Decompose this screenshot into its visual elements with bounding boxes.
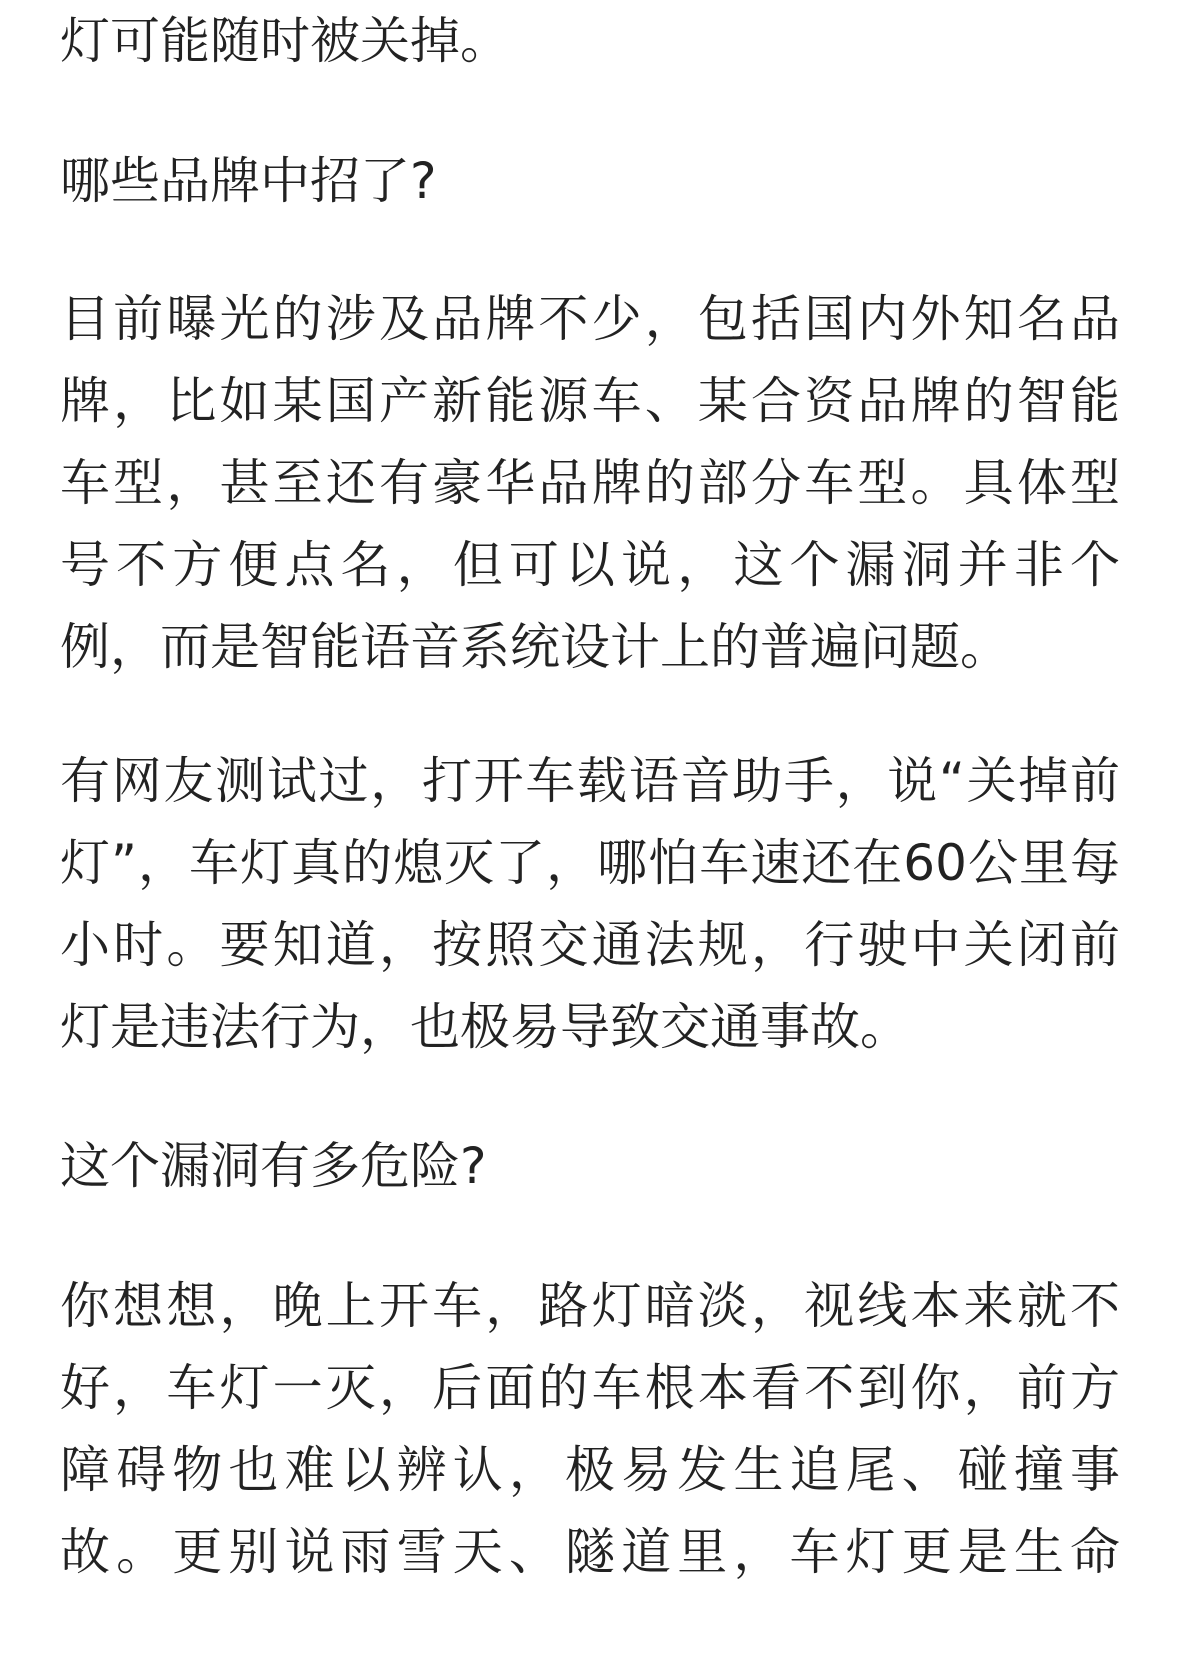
text-line: 故。更别说雨雪天、隧道里，车灯更是生命 xyxy=(60,1523,1120,1581)
text-line: 目前曝光的涉及品牌不少，包括国内外知名品 xyxy=(60,290,1120,348)
text-line: 灯是违法行为，也极易导致交通事故。 xyxy=(60,998,910,1056)
text-line: 障碍物也难以辨认，极易发生追尾、碰撞事 xyxy=(60,1441,1120,1499)
text-line: 牌，比如某国产新能源车、某合资品牌的智能 xyxy=(60,372,1120,430)
paragraph xyxy=(60,0,1120,82)
text-line: 你想想，晚上开车，路灯暗淡，视线本来就不 xyxy=(60,1277,1120,1335)
text-line: 例，而是智能语音系统设计上的普遍问题。 xyxy=(60,618,1010,676)
text-line: 好，车灯一灭，后面的车根本看不到你，前方 xyxy=(60,1359,1120,1417)
text-line: 有网友测试过，打开车载语音助手，说“关掉前 xyxy=(60,752,1120,810)
text-line: 哪些品牌中招了? xyxy=(60,152,437,210)
text-line: 灯可能随时被关掉。 xyxy=(60,12,510,70)
paragraph xyxy=(60,1265,1120,1593)
text-line: 小时。要知道，按照交通法规，行驶中关闭前 xyxy=(60,916,1120,974)
text-line: 灯”，车灯真的熄灭了，哪怕车速还在60公里每 xyxy=(60,834,1120,892)
text-line: 车型，甚至还有豪华品牌的部分车型。具体型 xyxy=(60,454,1120,512)
section-question xyxy=(60,1125,1120,1207)
text-line: 号不方便点名，但可以说，这个漏洞并非个 xyxy=(60,536,1120,594)
paragraph xyxy=(60,740,1120,1068)
paragraph xyxy=(60,278,1120,688)
section-question xyxy=(60,140,1120,222)
text-line: 这个漏洞有多危险? xyxy=(60,1137,487,1195)
